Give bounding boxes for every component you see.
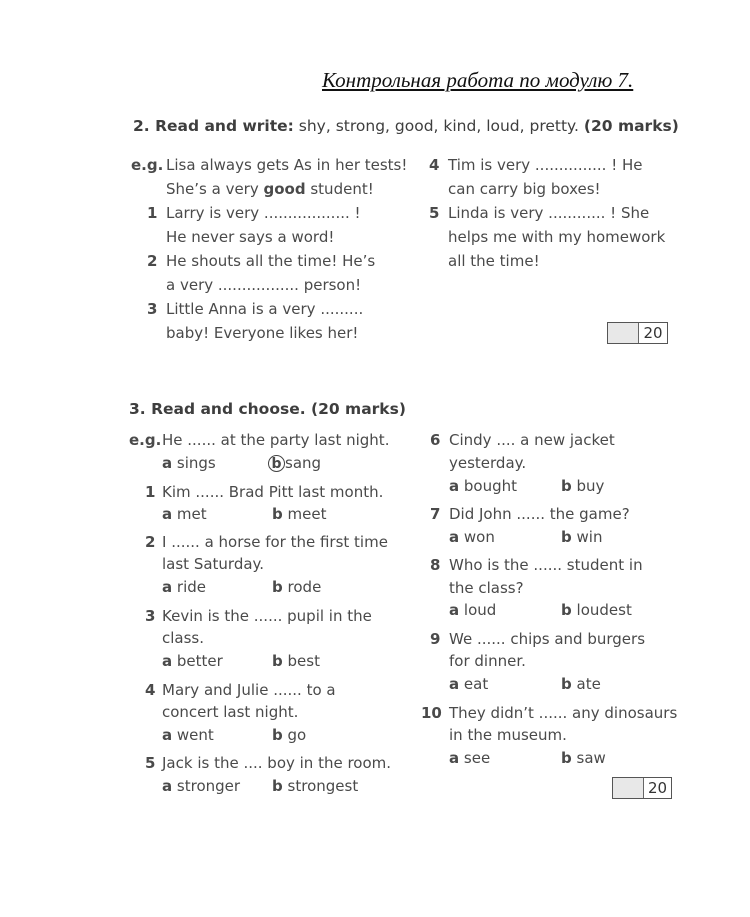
exercise-3-heading: 3. Read and choose. (20 marks) [129,400,406,418]
question-text: Mary and Julie ...... to a [162,681,336,699]
score-field [613,778,644,798]
item-text: Little Anna is a very ......... [166,300,364,318]
exercise-3-example-label: e.g. [129,431,162,449]
item-number: 3 [147,300,158,318]
question-text: Did John ...... the game? [449,505,630,523]
option-b: b buy [561,477,605,495]
option-a: a met [162,505,207,523]
option-b: b saw [561,749,606,767]
item-number: 5 [145,754,156,772]
option-a: a went [162,726,214,744]
option-a: a bought [449,477,518,495]
question-text: Who is the ...... student in [449,556,643,574]
item-number: 1 [145,483,156,501]
item-number: 9 [430,630,441,648]
question-text: last Saturday. [162,555,265,573]
option-a: a won [449,528,495,546]
item-number: 5 [429,204,440,222]
question-text: yesterday. [449,454,527,472]
item-text: helps me with my homework [448,228,666,246]
question-text: concert last night. [162,703,299,721]
score-total: 20 [643,324,663,342]
question-text: the class? [449,579,524,597]
item-number: 4 [429,156,440,174]
exercise-2-marks: (20 marks) [583,117,679,135]
item-number: 2 [145,533,156,551]
option-a: a better [162,652,223,670]
exercise-2-example-line2: She’s a very good student! [166,180,374,198]
item-number: 3 [145,607,156,625]
item-text: Tim is very ............... ! He [448,156,643,174]
question-text: We ...... chips and burgers [449,630,646,648]
exercise-2-example-line1: Lisa always gets As in her tests! [166,156,408,174]
exercise-3-example-option-a: a sings [162,454,216,472]
option-b: b best [272,652,320,670]
example-answer: good [263,180,306,198]
exercise-2-heading-label: 2. Read and write: [133,117,294,135]
option-a: a stronger [162,777,241,795]
item-number: 6 [430,431,441,449]
question-text: for dinner. [449,652,526,670]
exercise-2-word-list: shy, strong, good, kind, loud, pretty. [293,117,584,135]
question-text: Kim ...... Brad Pitt last month. [162,483,384,501]
item-number: 8 [430,556,441,574]
option-b: b ate [561,675,601,693]
option-a: a loud [449,601,497,619]
exercise-3-score-box [612,777,672,799]
exercise-2-example-label: e.g. [131,156,164,174]
option-a: a eat [449,675,489,693]
item-number: 1 [147,204,158,222]
option-b: b win [561,528,603,546]
score-field [608,323,639,343]
question-text: Kevin is the ...... pupil in the [162,607,372,625]
option-b: b meet [272,505,327,523]
option-b: b rode [272,578,322,596]
item-text: all the time! [448,252,540,270]
question-text: Jack is the .... boy in the room. [162,754,392,772]
option-b: b go [272,726,307,744]
item-text: baby! Everyone likes her! [166,324,359,342]
item-text: Larry is very .................. ! [166,204,361,222]
question-text: I ...... a horse for the first time [162,533,388,551]
question-text: They didn’t ...... any dinosaurs [449,704,678,722]
exercise-3-example-question: He ...... at the party last night. [162,431,390,449]
score-total: 20 [647,779,668,797]
item-text: a very ................. person! [166,276,362,294]
question-text: Cindy .... a new jacket [449,431,615,449]
item-text: He shouts all the time! He’s [166,252,376,270]
item-text: can carry big boxes! [448,180,601,198]
page-title: Контрольная работа по модулю 7. [322,68,634,92]
circled-answer: b [268,455,285,472]
item-number: 10 [421,704,442,722]
item-text: Linda is very ............ ! She [448,204,650,222]
option-a: a ride [162,578,206,596]
option-b: b loudest [561,601,632,619]
item-number: 2 [147,252,158,270]
exercise-2-heading [133,117,679,135]
question-text: in the museum. [449,726,567,744]
exercise-2-score-box [607,322,668,344]
option-a: a see [449,749,491,767]
exercise-3-example-option-b: b sang [268,452,321,475]
item-text: He never says a word! [166,228,335,246]
question-text: class. [162,629,205,647]
option-b: b strongest [272,777,359,795]
item-number: 7 [430,505,441,523]
item-number: 4 [145,681,156,699]
